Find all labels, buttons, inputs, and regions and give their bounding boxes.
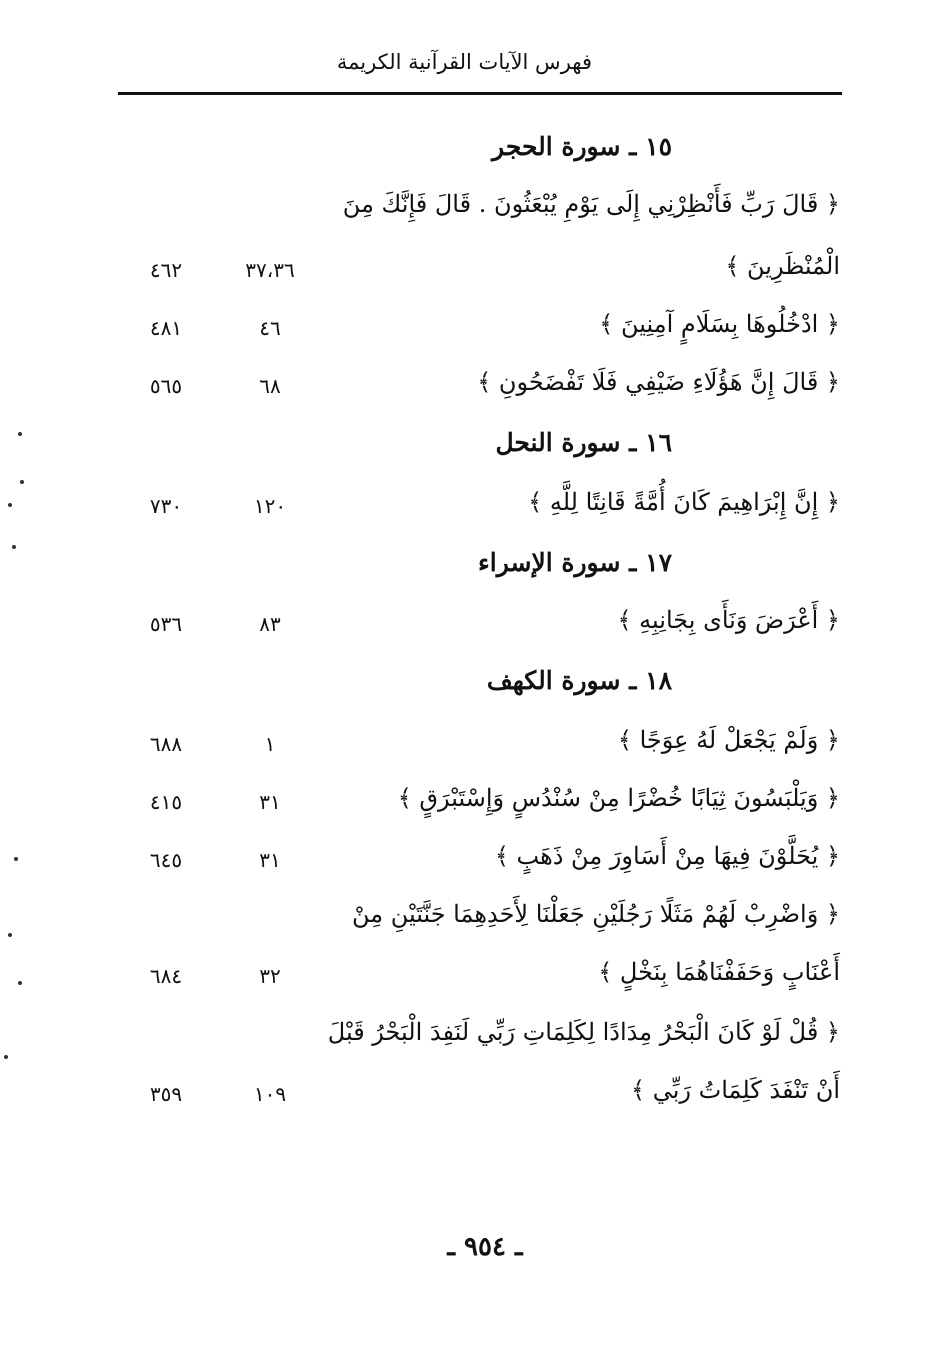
surah-heading: ١٨ ـ سورة الكهف: [486, 666, 672, 695]
verse-number: ٤٦: [259, 316, 281, 340]
verse-line: ﴿ يُحَلَّوْنَ فِيهَا مِنْ أَسَاوِرَ مِنْ ذَهَبٍ ﴾: [494, 842, 840, 870]
scan-speck: [8, 933, 12, 937]
page-reference: ٦٤٥: [149, 848, 183, 872]
surah-heading: ١٧ ـ سورة الإسراء: [478, 548, 672, 577]
verse-line: أَعْنَابٍ وَحَفَفْنَاهُمَا بِنَخْلٍ ﴾: [598, 958, 840, 986]
scan-speck: [18, 981, 22, 985]
scan-speck: [20, 480, 24, 484]
verse-number: ١: [264, 732, 276, 756]
verse-number: ٣١: [259, 790, 281, 814]
running-header: فهرس الآيات القرآنية الكريمة: [336, 50, 592, 74]
scan-speck: [12, 545, 16, 549]
page-number: ـ ٩٥٤ ـ: [447, 1232, 523, 1262]
page-reference: ٧٣٠: [149, 494, 183, 518]
page-reference: ٥٦٥: [149, 374, 183, 398]
page-reference: ٥٣٦: [149, 612, 183, 636]
verse-number: ٨٣: [259, 612, 281, 636]
verse-line: أَنْ تَنْفَدَ كَلِمَاتُ رَبِّي ﴾: [631, 1076, 840, 1104]
page-reference: ٦٨٨: [149, 732, 183, 756]
page-reference: ٦٨٤: [149, 964, 183, 988]
scan-speck: [18, 432, 22, 436]
scan-speck: [4, 1055, 8, 1059]
verse-line: ﴿ قُلْ لَوْ كَانَ الْبَحْرُ مِدَادًا لِكَلِمَاتِ رَبِّي لَنَفِدَ الْبَحْرُ قَبْلَ: [327, 1018, 840, 1046]
verse-line: ﴿ قَالَ رَبِّ فَأَنْظِرْنِي إِلَى يَوْمِ يُبْعَثُونَ . قَالَ فَإِنَّكَ مِنَ: [342, 190, 840, 218]
verse-line: ﴿ ادْخُلُوهَا بِسَلَامٍ آمِنِينَ ﴾: [599, 310, 840, 338]
scan-speck: [8, 503, 12, 507]
verse-line: ﴿ وَلَمْ يَجْعَلْ لَهُ عِوَجًا ﴾: [617, 726, 840, 754]
surah-heading: ١٥ ـ سورة الحجر: [492, 132, 672, 161]
header-rule: [118, 92, 842, 95]
verse-line: الْمُنْظَرِينَ ﴾: [725, 252, 840, 280]
verse-number: ٣٢: [259, 964, 281, 988]
page-reference: ٤٨١: [149, 316, 183, 340]
verse-line: ﴿ وَيَلْبَسُونَ ثِيَابًا خُضْرًا مِنْ سُنْدُسٍ وَإِسْتَبْرَقٍ ﴾: [397, 784, 840, 812]
verse-line: ﴿ أَعْرَضَ وَنَأَى بِجَانِبِهِ ﴾: [617, 606, 840, 634]
verse-number: ٦٨: [259, 374, 281, 398]
page-reference: ٤٦٢: [149, 258, 183, 282]
scan-speck: [14, 857, 18, 861]
verse-number: ٣٧،٣٦: [245, 258, 295, 282]
verse-number: ٣١: [259, 848, 281, 872]
verse-line: ﴿ قَالَ إِنَّ هَؤُلَاءِ ضَيْفِي فَلَا تَفْضَحُونِ ﴾: [477, 368, 840, 396]
page-reference: ٤١٥: [149, 790, 183, 814]
page-reference: ٣٥٩: [149, 1082, 183, 1106]
verse-line: ﴿ وَاضْرِبْ لَهُمْ مَثَلًا رَجُلَيْنِ جَعَلْنَا لِأَحَدِهِمَا جَنَّتَيْنِ مِنْ: [351, 900, 840, 928]
surah-heading: ١٦ ـ سورة النحل: [495, 428, 672, 457]
verse-line: ﴿ إِنَّ إِبْرَاهِيمَ كَانَ أُمَّةً قَانِتًا لِلَّهِ ﴾: [528, 488, 840, 516]
verse-number: ١٢٠: [253, 494, 287, 518]
verse-number: ١٠٩: [253, 1082, 287, 1106]
